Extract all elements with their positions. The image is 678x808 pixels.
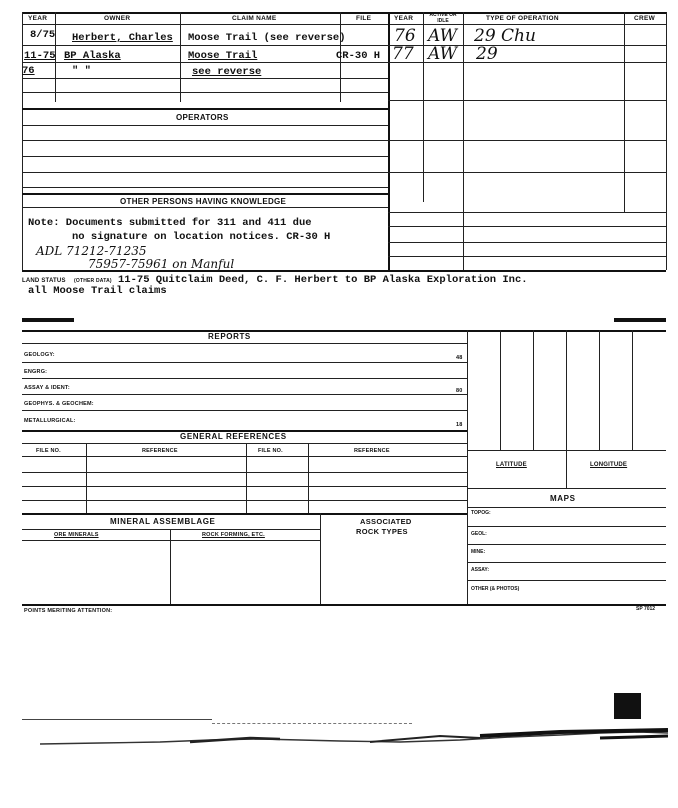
general-references-title: GENERAL REFERENCES <box>180 432 287 441</box>
row3-claim-name: see reverse <box>192 66 262 78</box>
rock-forming-label: ROCK FORMING, ETC. <box>202 532 265 538</box>
header-year: YEAR <box>28 15 48 22</box>
row2-owner: BP Alaska <box>64 50 121 62</box>
op2-type: 29 <box>476 44 498 64</box>
header-claim-name: CLAIM NAME <box>232 15 277 22</box>
points-meriting-attention: POINTS MERITING ATTENTION: <box>24 608 113 614</box>
note-line1: Note: Documents submitted for 311 and 411 due <box>28 217 312 229</box>
form-number: SP 7012 <box>636 606 656 612</box>
ref-header-reference-2: REFERENCE <box>354 448 390 454</box>
ref-header-file-no-2: FILE NO. <box>258 448 283 454</box>
map-other: OTHER (& PHOTOS) <box>471 586 520 592</box>
report-metallurgical-num: 18 <box>456 422 463 428</box>
scan-noise-band <box>40 724 668 750</box>
row2-file: CR-30 H <box>336 50 381 62</box>
row1-owner: Herbert, Charles <box>72 32 173 44</box>
header-owner: OWNER <box>104 15 131 22</box>
report-geology: GEOLOGY: <box>24 352 55 358</box>
map-topog: TOPOG: <box>471 510 491 516</box>
rock-types-label: ROCK TYPES <box>356 527 408 536</box>
row1-year: 8/75 <box>30 29 56 41</box>
note-handwritten-line2: 75957-75961 on Manful <box>88 257 235 271</box>
header-active-idle: ACTIVE OR IDLE <box>429 12 457 24</box>
associated-label: ASSOCIATED <box>360 517 412 526</box>
op1-active: AW <box>428 26 458 46</box>
op2-active: AW <box>428 44 458 64</box>
map-mine: MINE: <box>471 549 486 555</box>
map-assay: ASSAY: <box>471 567 490 573</box>
op1-year: 76 <box>394 26 416 46</box>
report-assay: ASSAY & IDENT: <box>24 385 70 391</box>
header-year-2: YEAR <box>394 15 414 22</box>
operators-title: OPERATORS <box>176 113 229 122</box>
report-assay-num: 80 <box>456 388 463 394</box>
longitude-label: LONGITUDE <box>590 462 628 468</box>
other-persons-title: OTHER PERSONS HAVING KNOWLEDGE <box>120 197 287 206</box>
land-status-line2: all Moose Trail claims <box>28 285 167 297</box>
reports-title: REPORTS <box>208 332 251 341</box>
row3-year: 76 <box>22 65 35 77</box>
report-engrg: ENGRG: <box>24 369 48 375</box>
ref-header-reference-1: REFERENCE <box>142 448 178 454</box>
header-type-of-operation: TYPE OF OPERATION <box>486 15 559 22</box>
header-file: FILE <box>356 15 372 22</box>
ref-header-file-no-1: FILE NO. <box>36 448 61 454</box>
note-handwritten-line1: ADL 71212-71235 <box>36 244 147 258</box>
land-status-line1: 11-75 Quitclaim Deed, C. F. Herbert to BP Alaska Exploration Inc. <box>118 274 528 286</box>
row3-owner: " " <box>72 65 91 77</box>
map-geol: GEOL: <box>471 531 487 537</box>
note-line2: no signature on location notices. CR-30 H <box>72 231 331 243</box>
latitude-label: LATITUDE <box>496 462 527 468</box>
ore-minerals-label: ORE MINERALS <box>54 532 99 538</box>
row2-year: 11-75 <box>24 50 56 62</box>
land-status-label: LAND STATUS <box>22 278 66 284</box>
header-crew: CREW <box>634 15 656 22</box>
row2-claim-name: Moose Trail <box>188 50 258 62</box>
row1-claim-name: Moose Trail (see reverse) <box>188 32 346 44</box>
report-metallurgical: METALLURGICAL: <box>24 418 76 424</box>
mineral-assemblage-title: MINERAL ASSEMBLAGE <box>110 517 216 526</box>
report-geology-num: 48 <box>456 355 463 361</box>
maps-title: MAPS <box>550 494 576 503</box>
report-geophys: GEOPHYS. & GEOCHEM: <box>24 401 94 407</box>
land-status-sub: (OTHER DATA) <box>74 278 112 284</box>
op2-year: 77 <box>392 44 414 64</box>
op1-type: 29 Chu <box>474 26 536 46</box>
